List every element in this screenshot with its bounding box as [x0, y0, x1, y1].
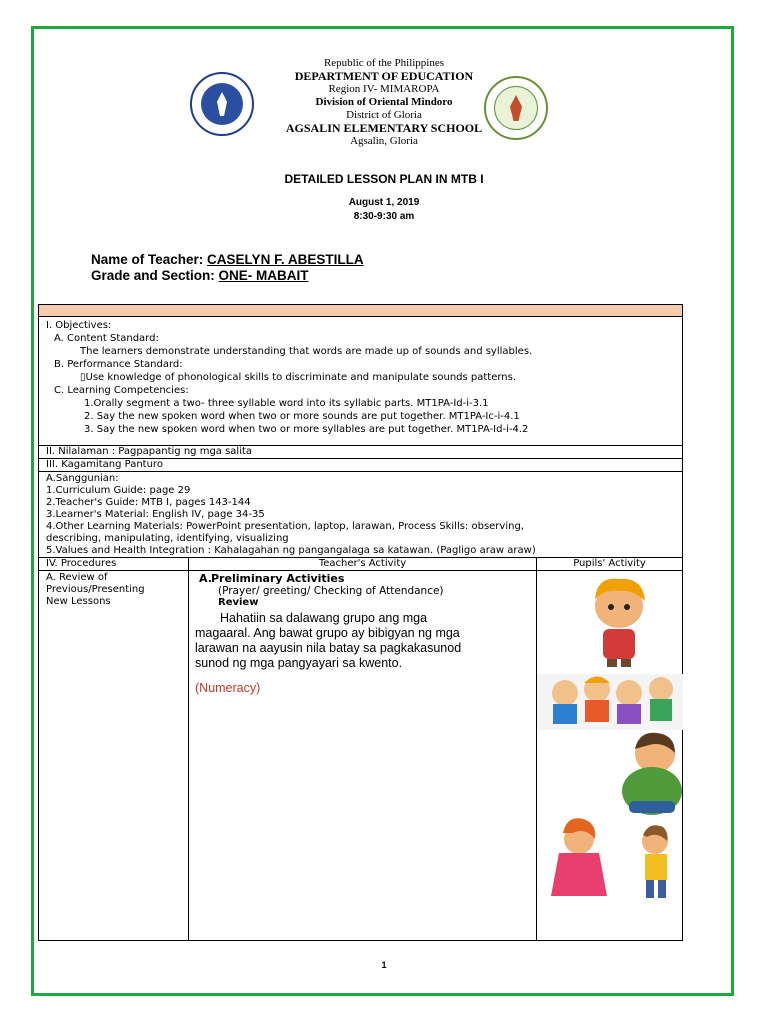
numeracy-tag: (Numeracy)	[195, 681, 261, 695]
lesson-plan-table	[38, 304, 683, 941]
letterhead	[0, 57, 768, 148]
competency-3: 3. Say the new spoken word when two or more syllables are put together. MT1PA-Id-i-4.2	[84, 424, 529, 435]
pupils-activity-header: Pupils' Activity	[537, 558, 683, 571]
procedure-label: New Lessons	[46, 596, 111, 607]
address-line: Agsalin, Gloria	[350, 135, 418, 147]
region-line: Region IV- MIMAROPA	[328, 83, 440, 95]
review-row	[39, 571, 683, 941]
competencies-label: C. Learning Competencies:	[54, 385, 189, 396]
orange-band-row	[39, 305, 683, 317]
grade-section: ONE- MABAIT	[218, 268, 309, 283]
activity-paragraph: Hahatiin sa dalawang grupo ang mga magaaral. Ang bawat grupo ay bibigyan ng mga larawan na aayusin nila batay sa pagkakasunod sunod ng mga pangyayari sa kwento.	[195, 611, 462, 670]
review-label: Review	[218, 597, 259, 608]
procedures-header: IV. Procedures	[39, 558, 189, 571]
procedure-label: A. Review of	[46, 572, 108, 583]
confused-girl-image	[595, 579, 645, 667]
performance-standard-label: B. Performance Standard:	[54, 359, 183, 370]
kagamitan-row: III. Kagamitang Panturo	[39, 459, 683, 472]
nilalaman-row: II. Nilalaman : Pagpapantig ng mga salita	[39, 446, 683, 459]
reference-item: 4.Other Learning Materials: PowerPoint presentation, laptop, larawan, Process Skills: observing,	[46, 521, 524, 532]
reference-item: 2.Teacher's Guide: MTB I, pages 143-144	[46, 497, 251, 508]
teacher-name: CASELYN F. ABESTILLA	[207, 252, 364, 267]
objectives-heading: I. Objectives:	[46, 320, 112, 331]
children-group-image	[537, 674, 683, 730]
reference-item: describing, manipulating, identifying, visualizing	[46, 533, 289, 544]
competency-1: 1.Orally segment a two- three syllable word into its syllabic parts. MT1PA-Id-i-3.1	[84, 398, 489, 409]
department-line: DEPARTMENT OF EDUCATION	[294, 69, 474, 83]
performance-standard-text: ▯Use knowledge of phonological skills to discriminate and manipulate sounds patterns.	[80, 372, 517, 383]
teacher-activity-header: Teacher's Activity	[189, 558, 537, 571]
page-number: 1	[381, 960, 387, 970]
reference-item: 5.Values and Health Integration : Kahalagahan ng pangangalaga sa katawan. (Pagligo araw araw)	[46, 545, 536, 556]
reference-item: 3.Learner's Material: English IV, page 34-35	[46, 509, 265, 520]
lesson-date: August 1, 2019	[348, 197, 420, 208]
pupil-cartoon-illustrations	[537, 571, 683, 936]
reference-item: 1.Curriculum Guide: page 29	[46, 485, 191, 496]
district-line: District of Gloria	[346, 109, 422, 121]
teacher-line	[91, 252, 364, 267]
teacher-activity-cell	[189, 571, 537, 941]
document-title: DETAILED LESSON PLAN IN MTB I	[284, 172, 484, 186]
republic-line: Republic of the Philippines	[323, 57, 445, 69]
grade-label: Grade and Section:	[91, 268, 219, 283]
content-standard-label: A. Content Standard:	[54, 333, 159, 344]
sanggunian-heading: A.Sanggunian:	[46, 473, 119, 484]
preliminary-activities-heading: A.Preliminary Activities	[199, 572, 345, 585]
lesson-time: 8:30-9:30 am	[353, 211, 415, 222]
content-standard-text: The learners demonstrate understanding that words are made up of sounds and syllables.	[80, 346, 533, 357]
school-line: AGSALIN ELEMENTARY SCHOOL	[285, 121, 483, 135]
procedure-label: Previous/Presenting	[46, 584, 145, 595]
procedures-header-row	[39, 558, 683, 571]
teacher-label: Name of Teacher:	[91, 252, 208, 267]
parent-child-image	[551, 818, 668, 898]
sitting-boy-image	[622, 733, 682, 815]
division-line: Division of Oriental Mindoro	[315, 96, 453, 108]
prayer-line: (Prayer/ greeting/ Checking of Attendance)	[218, 585, 444, 597]
objectives-row	[39, 317, 683, 446]
grade-line	[91, 268, 309, 283]
sanggunian-row	[39, 472, 683, 558]
competency-2: 2. Say the new spoken word when two or more sounds are put together. MT1PA-Ic-i-4.1	[84, 411, 520, 422]
